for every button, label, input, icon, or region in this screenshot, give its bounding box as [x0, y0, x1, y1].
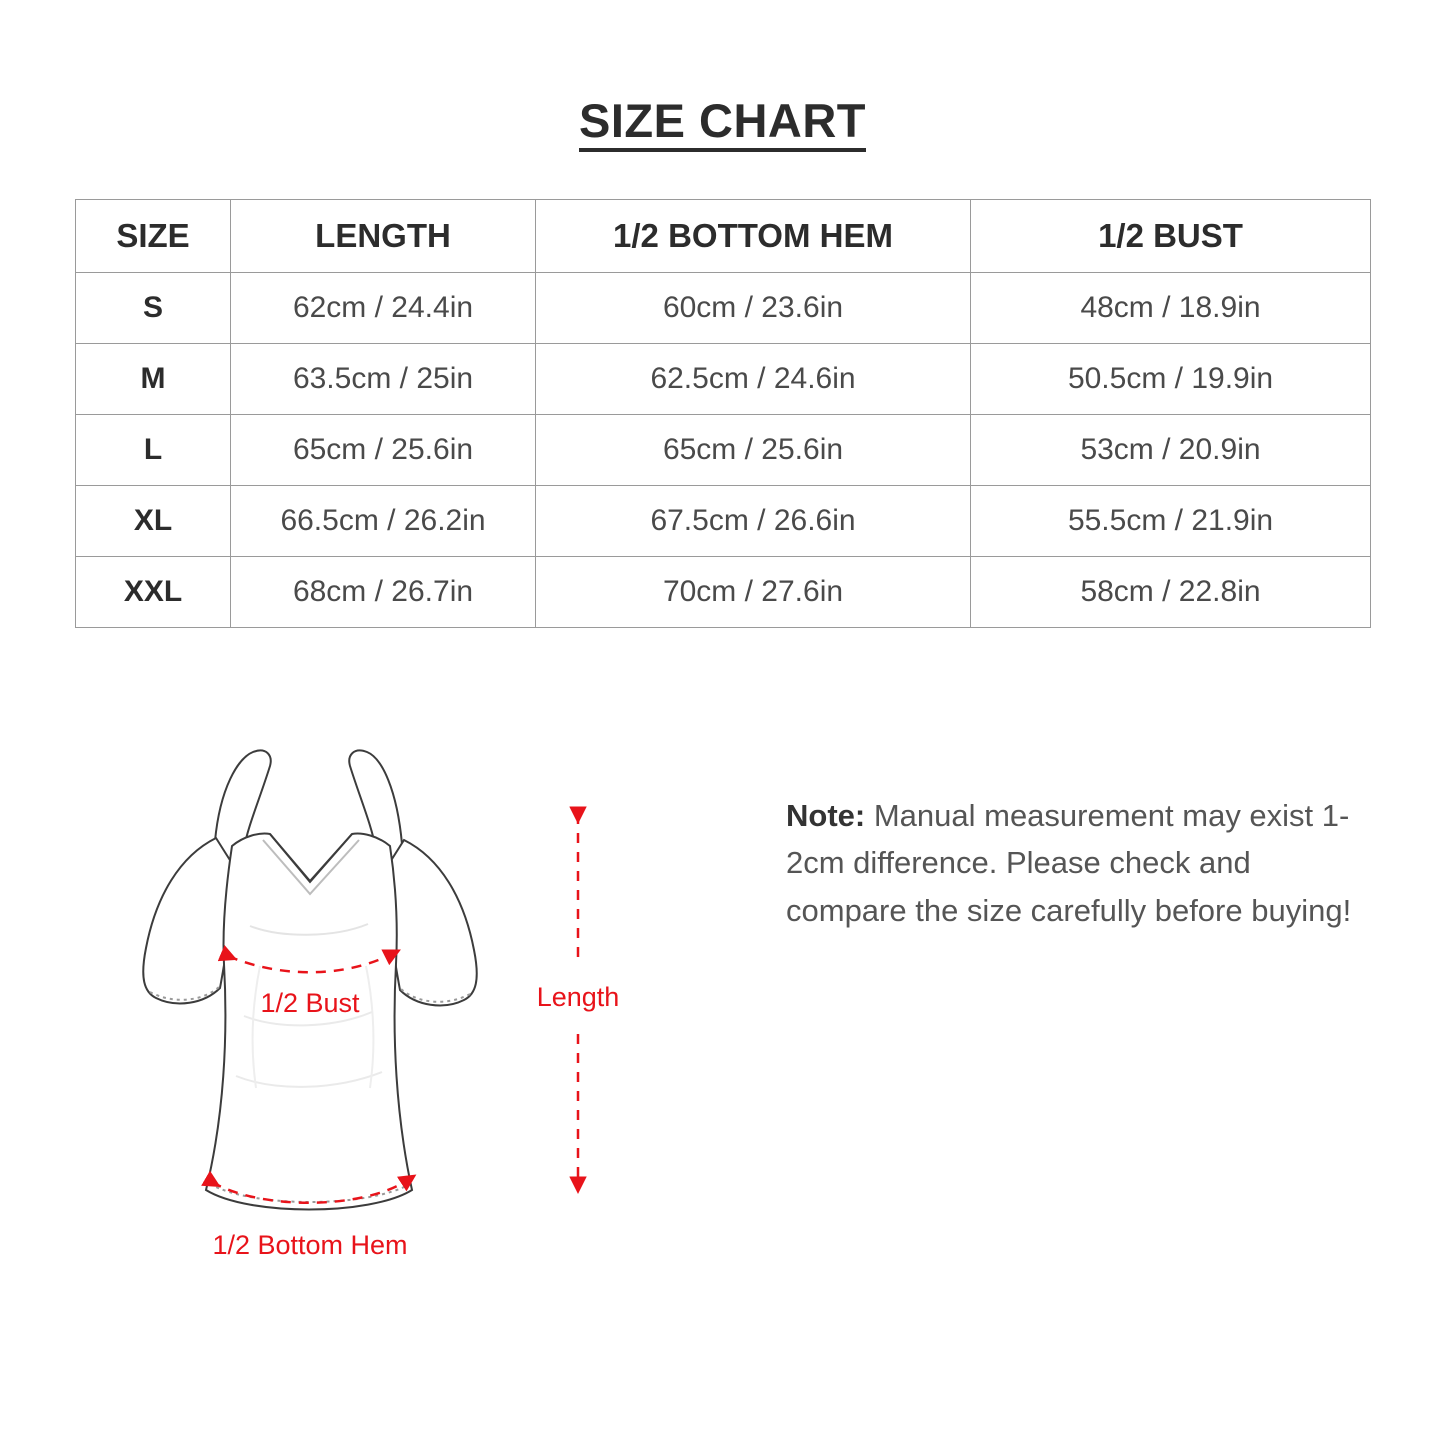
column-header-size: SIZE	[76, 200, 231, 273]
column-header-length: LENGTH	[231, 200, 536, 273]
cell-length: 66.5cm / 26.2in	[231, 486, 536, 557]
length-label: Length	[536, 982, 620, 1013]
cell-length: 65cm / 25.6in	[231, 415, 536, 486]
cell-bust: 58cm / 22.8in	[971, 557, 1371, 628]
cell-length: 62cm / 24.4in	[231, 273, 536, 344]
page-title-container	[0, 0, 1445, 152]
size-chart-table	[75, 199, 1371, 628]
length-measure	[520, 706, 680, 1266]
cell-bust: 53cm / 20.9in	[971, 415, 1371, 486]
cell-bottom-hem: 70cm / 27.6in	[536, 557, 971, 628]
bust-label: 1/2 Bust	[260, 988, 360, 1019]
note-label: Note:	[786, 798, 866, 834]
cell-size: XXL	[76, 557, 231, 628]
note-block	[786, 792, 1366, 933]
cell-bust: 50.5cm / 19.9in	[971, 344, 1371, 415]
table-row	[76, 415, 1371, 486]
cell-length: 68cm / 26.7in	[231, 557, 536, 628]
page-title: SIZE CHART	[579, 96, 866, 152]
cell-bottom-hem: 65cm / 25.6in	[536, 415, 971, 486]
cell-bust: 48cm / 18.9in	[971, 273, 1371, 344]
cell-size: XL	[76, 486, 231, 557]
size-chart-table-container	[75, 199, 1370, 628]
cell-size: L	[76, 415, 231, 486]
cell-bottom-hem: 67.5cm / 26.6in	[536, 486, 971, 557]
column-header-bottom-hem: 1/2 BOTTOM HEM	[536, 200, 971, 273]
table-row	[76, 557, 1371, 628]
table-row	[76, 344, 1371, 415]
table-row	[76, 486, 1371, 557]
cell-length: 63.5cm / 25in	[231, 344, 536, 415]
table-row	[76, 273, 1371, 344]
cell-bust: 55.5cm / 21.9in	[971, 486, 1371, 557]
cell-bottom-hem: 62.5cm / 24.6in	[536, 344, 971, 415]
cell-size: M	[76, 344, 231, 415]
cell-size: S	[76, 273, 231, 344]
bottom-hem-label: 1/2 Bottom Hem	[212, 1230, 408, 1261]
note-text: Manual measurement may exist 1-2cm difference. Please check and compare the size carefully before buying!	[786, 798, 1352, 928]
table-header-row	[76, 200, 1371, 273]
column-header-bust: 1/2 BUST	[971, 200, 1371, 273]
diagram-and-note-section	[0, 706, 1445, 1326]
cell-bottom-hem: 60cm / 23.6in	[536, 273, 971, 344]
